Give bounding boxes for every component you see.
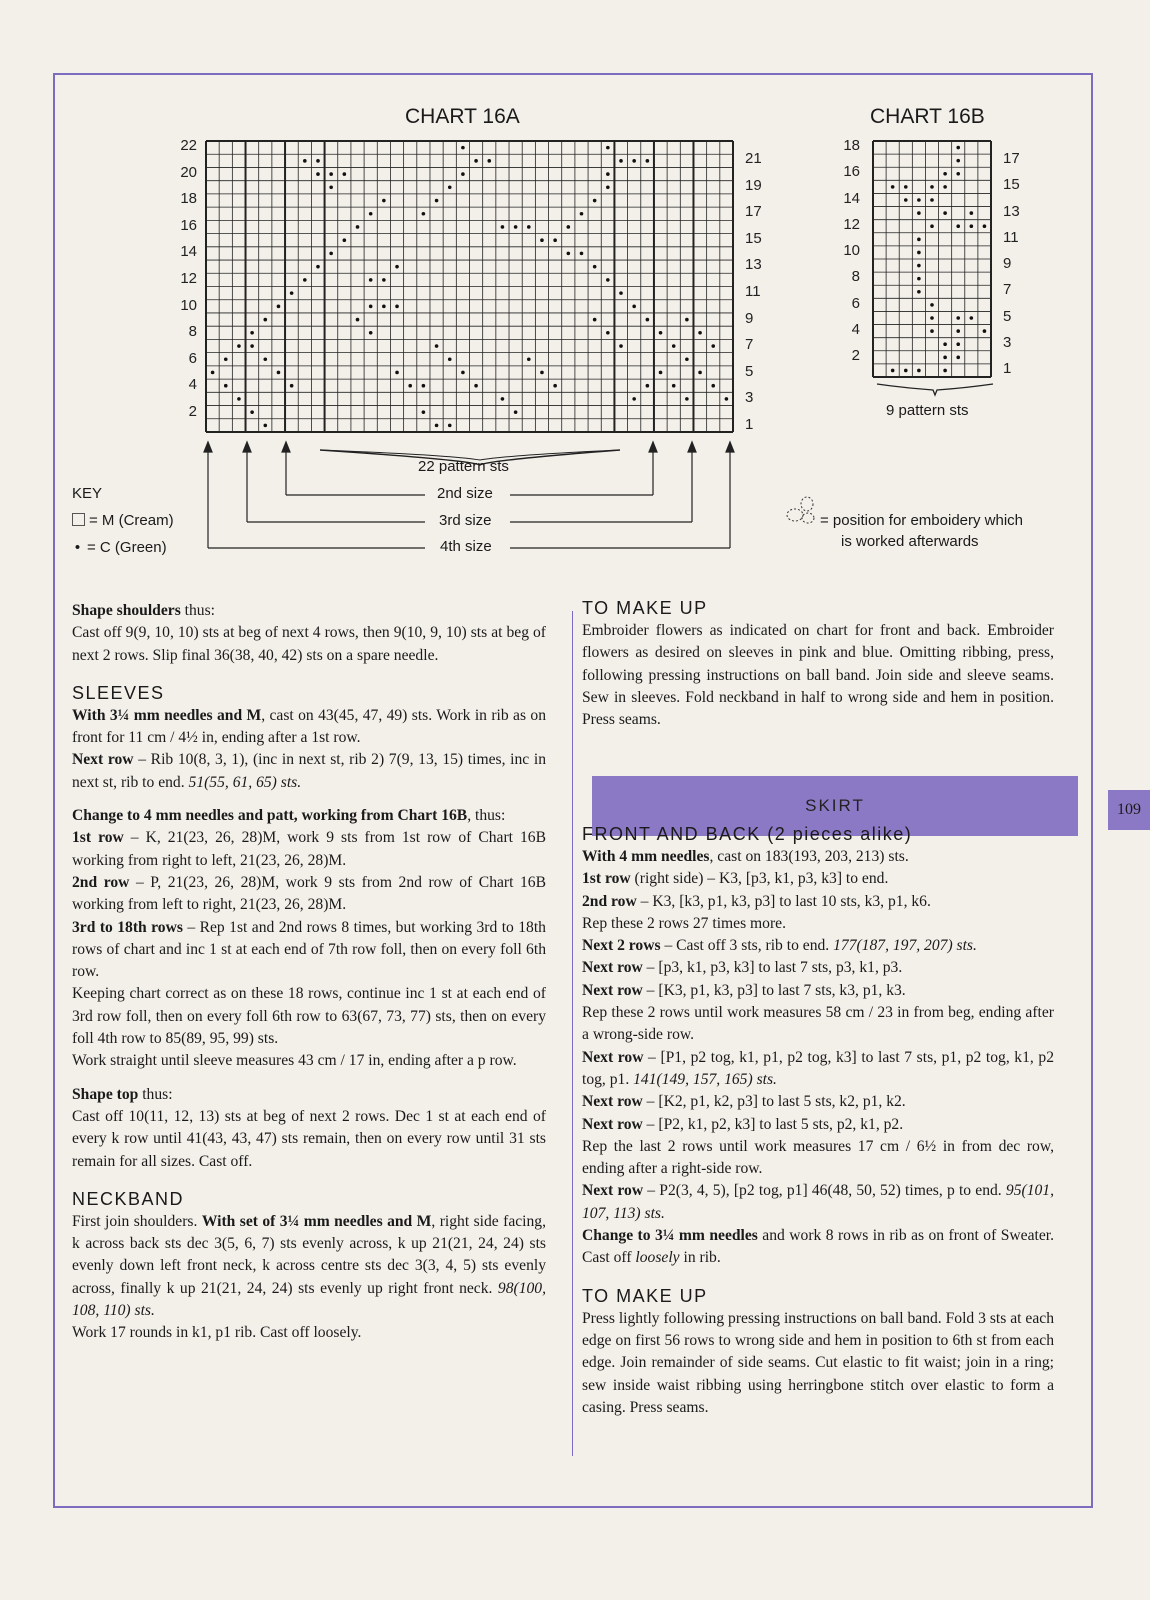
chart-16a-stitch-c (303, 278, 307, 282)
chart-16a-stitch-c (659, 331, 663, 335)
chart-16b-stitch-c (956, 329, 960, 333)
chart-16a-stitch-c (619, 159, 623, 163)
chart-16b-stitch-c (970, 316, 974, 320)
chart-16b-row-label-9: 9 (1003, 255, 1012, 273)
chart-16a-stitch-c (277, 371, 281, 375)
chart-16b-stitch-c (930, 185, 934, 189)
chart-16a-stitch-c (580, 252, 584, 256)
instruction-paragraph: 3rd to 18th rows – Rep 1st and 2nd rows 8 times, but working 3rd to 18th rows of chart and inc 1 st at each end of 7th row foll, then on every foll 6th row. (72, 918, 546, 981)
chart-16a-stitch-c (422, 410, 426, 414)
chart-16b-stitch-c (956, 316, 960, 320)
chart-16b-stitch-c (943, 369, 947, 373)
instruction-paragraph: Shape top thus: (72, 1085, 173, 1103)
chart-16a-stitch-c (580, 212, 584, 216)
chart-16a-stitch-c (224, 384, 228, 388)
chart-16b-right-row-numbers (1003, 146, 1033, 383)
instruction-paragraph: Next row – [K2, p1, k2, p3] to last 5 sts, k2, p1, k2. (582, 1093, 906, 1111)
chart-16a-stitch-c (356, 318, 360, 322)
chart-16a-row-label-10: 10 (180, 296, 197, 314)
chart-16b-row-label-10: 10 (843, 242, 860, 260)
instruction-paragraph: Rep these 2 rows until work measures 58 cm / 23 in from beg, ending after a wrong-side row. (582, 1004, 1054, 1044)
chart-16b-stitch-c (917, 251, 921, 255)
chart-16b-row-label-14: 14 (843, 189, 860, 207)
chart-16b-brace (875, 380, 995, 402)
paragraph-gap (72, 794, 546, 805)
chart-16a-row-label-12: 12 (180, 269, 197, 287)
chart-16a-stitch-c (435, 424, 439, 428)
size-label-2nd: 2nd size (437, 485, 493, 502)
chart-16a-stitch-c (632, 159, 636, 163)
chart-16a-stitch-c (263, 357, 267, 361)
chart-16a-stitch-c (382, 305, 386, 309)
left-column (72, 600, 546, 1345)
chart-16b-stitch-c (956, 342, 960, 346)
chart-16a-row-label-16: 16 (180, 216, 197, 234)
chart-16a-stitch-c (316, 265, 320, 269)
chart-16a-row-label-8: 8 (188, 323, 197, 341)
chart-16a-stitch-c (567, 225, 571, 229)
chart-16a-row-label-9: 9 (745, 309, 754, 327)
embroidery-note-line1: = position for emboidery which (820, 512, 1024, 529)
chart-16a-stitch-c (698, 331, 702, 335)
chart-16a-stitch-c (593, 265, 597, 269)
chart-16a-row-label-3: 3 (745, 389, 754, 407)
instruction-paragraph: Press lightly following pressing instructions on ball band. Fold 3 sts at each edge on first 56 rows to wrong side and hem in position to 6th st from each edge. Join remainder of side seams. Cut elastic to fit waist; join in a ring; sew inside waist ribbing using herringbone stitch over elastic to form a casing. Press seams. (582, 1309, 1054, 1416)
chart-16a-stitch-c (540, 371, 544, 375)
chart-16b-grid (872, 140, 994, 380)
chart-16b-stitch-c (956, 146, 960, 150)
chart-16a-stitch-c (501, 225, 505, 229)
chart-16a-stitch-c (606, 146, 610, 150)
chart-16b-row-label-8: 8 (851, 268, 860, 286)
instruction-paragraph: Work 17 rounds in k1, p1 rib. Cast off loosely. (72, 1324, 362, 1342)
section-heading: NECKBAND (72, 1188, 185, 1209)
chart-16a-stitch-c (395, 265, 399, 269)
chart-16a-stitch-c (343, 172, 347, 176)
chart-16b-stitch-c (917, 198, 921, 202)
chart-16b-stitch-c (891, 369, 895, 373)
chart-16b-stitch-c (983, 329, 987, 333)
chart-16a-stitch-c (263, 318, 267, 322)
chart-16b-stitch-c (956, 172, 960, 176)
chart-16b-stitch-c (983, 224, 987, 228)
instruction-paragraph: Keeping chart correct as on these 18 rows, continue inc 1 st at each end of 3rd row foll, then on every foll 6th row to 63(67, 73, 77) sts, then on every foll 4th row to 85(89, 95, 99) sts. (72, 985, 546, 1048)
chart-16a-left-row-numbers (175, 133, 197, 426)
chart-16a-row-label-7: 7 (745, 336, 754, 354)
section-heading: SLEEVES (72, 682, 165, 703)
chart-16b-stitch-c (917, 369, 921, 373)
chart-16a-stitch-c (422, 212, 426, 216)
skirt-banner: SKIRT (592, 776, 1078, 836)
chart-16b-stitch-c (970, 211, 974, 215)
chart-16b-row-label-6: 6 (851, 294, 860, 312)
chart-16b-stitch-c (970, 224, 974, 228)
size-label-4th: 4th size (440, 538, 492, 555)
chart-16a-stitch-c (343, 238, 347, 242)
chart-16b-row-label-5: 5 (1003, 307, 1012, 325)
chart-16b-stitch-c (930, 316, 934, 320)
chart-16a-stitch-c (316, 172, 320, 176)
chart-16a-stitch-c (382, 278, 386, 282)
chart-16b-stitch-c (956, 224, 960, 228)
chart-16b-stitch-c (930, 198, 934, 202)
chart-16a-stitch-c (646, 318, 650, 322)
chart-16a-stitch-c (369, 212, 373, 216)
key-c (72, 534, 174, 561)
chart-16a-stitch-c (540, 238, 544, 242)
chart-16a-stitch-c (448, 424, 452, 428)
chart-16b-stitch-c (956, 159, 960, 163)
chart-16b-stitch-c (917, 211, 921, 215)
chart-16b-row-label-4: 4 (851, 321, 860, 339)
key-title: KEY (72, 485, 103, 502)
instruction-paragraph: Cast off 10(11, 12, 13) sts at beg of next 2 rows. Dec 1 st at each end of every k row until 41(43, 43, 47) sts remain, then on every row until 31 sts remain for all sizes. Cast off. (72, 1107, 546, 1170)
chart-16a-stitch-c (461, 172, 465, 176)
chart-16a-stitch-c (632, 397, 636, 401)
chart-16a-row-label-22: 22 (180, 137, 197, 154)
embroidery-flower-icon (775, 495, 820, 530)
chart-16a-stitch-c (408, 384, 412, 388)
chart-16b-stitch-c (943, 356, 947, 360)
chart-16b-row-label-3: 3 (1003, 334, 1012, 352)
chart-16a-row-label-5: 5 (745, 362, 754, 380)
chart-16a-stitch-c (369, 305, 373, 309)
instruction-paragraph: Next row – P2(3, 4, 5), [p2 tog, p1] 46(48, 50, 52) times, p to end. 95(101, 107, 113) sts. (582, 1182, 1054, 1222)
chart-16a-row-label-13: 13 (745, 256, 762, 274)
chart-16a-stitch-c (474, 159, 478, 163)
chart-16b-stitch-c (904, 185, 908, 189)
instruction-paragraph: 2nd row – K3, [k3, p1, k3, p3] to last 10 sts, k3, p1, k6. (582, 892, 931, 910)
chart-16a-row-label-14: 14 (180, 243, 197, 261)
key-c-label: = C (Green) (87, 539, 167, 556)
chart-16b-stitch-c (943, 342, 947, 346)
chart-16a-stitch-c (659, 371, 663, 375)
chart-16a-stitch-c (527, 357, 531, 361)
instruction-paragraph: Rep these 2 rows 27 times more. (582, 914, 786, 932)
key-m (72, 507, 174, 534)
chart-16b-row-label-16: 16 (843, 163, 860, 181)
chart-16b-stitch-c (917, 277, 921, 281)
chart-16a-stitch-c (250, 331, 254, 335)
chart-16a-stitch-c (395, 371, 399, 375)
section-heading: TO MAKE UP (582, 1285, 708, 1306)
instruction-paragraph: Next row – Rib 10(8, 3, 1), (inc in next st, rib 2) 7(9, 13, 15) times, inc in next st, rib to end. 51(55, 61, 65) sts. (72, 751, 546, 791)
chart-16a-row-label-17: 17 (745, 203, 762, 221)
chart-16b-row-label-12: 12 (843, 215, 860, 233)
chart-16b-stitch-c (891, 185, 895, 189)
chart-16a-row-label-20: 20 (180, 163, 197, 181)
chart-16a-row-label-4: 4 (188, 376, 197, 394)
instruction-paragraph: Next row – [K3, p1, k3, p3] to last 7 sts, k3, p1, k3. (582, 981, 906, 999)
chart-16a-stitch-c (356, 225, 360, 229)
chart-16a-stitch-c (237, 344, 241, 348)
chart-16a-stitch-c (487, 159, 491, 163)
embroidery-note-line2: is worked afterwards (841, 533, 979, 550)
chart-16b-pattern-label: 9 pattern sts (886, 402, 969, 419)
chart-16a-row-label-1: 1 (745, 415, 754, 433)
chart-16a-row-label-2: 2 (188, 402, 197, 420)
chart-16a-grid (205, 140, 735, 435)
instruction-paragraph: 2nd row – P, 21(23, 26, 28)M, work 9 sts from 2nd row of Chart 16B working from left to right, 21(23, 26, 28)M. (72, 873, 546, 914)
chart-16b-stitch-c (943, 172, 947, 176)
chart-16a-stitch-c (435, 199, 439, 203)
instruction-paragraph: Embroider flowers as indicated on chart for front and back. Embroider flowers as desired on sleeves in pink and blue. Omitting ribbing, press, following pressing instructions on ball band. Join side and sleeve seams. Sew in sleeves. Fold neckband in half to wrong side and hem in position. Press seams. (582, 622, 1054, 729)
chart-16a-stitch-c (422, 384, 426, 388)
chart-16a-row-label-18: 18 (180, 190, 197, 208)
chart-16a-stitch-c (606, 278, 610, 282)
chart-16a-row-label-21: 21 (745, 150, 762, 167)
column-divider (572, 611, 573, 1456)
chart-16b-row-label-13: 13 (1003, 202, 1020, 220)
chart-16a-row-label-15: 15 (745, 229, 762, 247)
chart-16b-stitch-c (943, 185, 947, 189)
chart-16a-row-label-19: 19 (745, 176, 762, 194)
key-m-label: = M (Cream) (89, 512, 174, 529)
instruction-paragraph: First join shoulders. With set of 3¼ mm needles and M, right side facing, k across back sts dec 3(5, 6, 7) sts evenly across, k up 21(21, 24, 24) sts evenly down left front neck, k across centre sts dec 3(3, 4, 5) sts evenly across, finally k up 21(21, 24, 24) sts evenly up right front neck. 98(100, 108, 110) sts. (72, 1212, 546, 1320)
chart-16b-stitch-c (904, 198, 908, 202)
chart-16a-stitch-c (632, 305, 636, 309)
section-heading: FRONT AND BACK (2 pieces alike) (582, 824, 913, 844)
chart-16a-stitch-c (224, 357, 228, 361)
chart-16a-stitch-c (514, 225, 518, 229)
chart-16a-stitch-c (263, 424, 267, 428)
chart-16a-stitch-c (593, 318, 597, 322)
chart-16a-stitch-c (646, 159, 650, 163)
chart-16a-stitch-c (685, 357, 689, 361)
chart-16b-stitch-c (930, 303, 934, 307)
chart-16a-pattern-label: 22 pattern sts (418, 458, 509, 475)
instruction-paragraph: Change to 3¼ mm needles and work 8 rows in rib as on front of Sweater. Cast off loosely in rib. (582, 1227, 1054, 1267)
chart-16a-stitch-c (435, 344, 439, 348)
chart-16b-stitch-c (930, 224, 934, 228)
chart-16a-stitch-c (501, 397, 505, 401)
chart-16a-stitch-c (250, 410, 254, 414)
size-label-3rd: 3rd size (439, 512, 492, 529)
chart-16a-stitch-c (527, 225, 531, 229)
chart-16b-row-label-2: 2 (851, 347, 860, 365)
instruction-paragraph: Cast off 9(9, 10, 10) sts at beg of next 4 rows, then 9(10, 9, 10) sts at beg of next 2 rows. Slip final 36(38, 40, 42) sts on a spare needle. (72, 624, 546, 664)
instruction-paragraph: Rep the last 2 rows until work measures 17 cm / 6½ in from dec row, ending after a right-side row. (582, 1137, 1054, 1178)
chart-16b-stitch-c (917, 238, 921, 242)
chart-16a-stitch-c (395, 305, 399, 309)
instruction-paragraph: Next 2 rows – Cast off 3 sts, rib to end. 177(187, 197, 207) sts. (582, 937, 977, 955)
chart-16b-stitch-c (956, 356, 960, 360)
chart-16a-stitch-c (685, 397, 689, 401)
chart-16a-row-label-11: 11 (745, 282, 761, 300)
chart-16a-stitch-c (672, 384, 676, 388)
chart-16a-stitch-c (211, 371, 215, 375)
embroidery-note (820, 510, 1023, 552)
chart-16a-stitch-c (448, 185, 452, 189)
chart-16a-stitch-c (711, 344, 715, 348)
instruction-paragraph: Next row – [p3, k1, p3, k3] to last 7 sts, p3, k1, p3. (582, 959, 903, 977)
chart-16a-stitch-c (303, 159, 307, 163)
chart-16a-stitch-c (369, 278, 373, 282)
chart-16b-stitch-c (917, 290, 921, 294)
chart-16a-stitch-c (461, 371, 465, 375)
chart-16a-stitch-c (725, 397, 729, 401)
right-column-bottom (582, 822, 1054, 1419)
instruction-paragraph: 1st row (right side) – K3, [p3, k1, p3, k3] to end. (582, 870, 889, 888)
chart-16a-stitch-c (711, 384, 715, 388)
chart-16a-stitch-c (567, 252, 571, 256)
chart-16a-row-label-6: 6 (188, 349, 197, 367)
chart-16a-stitch-c (461, 146, 465, 150)
chart-16a-stitch-c (329, 185, 333, 189)
chart-16a-stitch-c (329, 252, 333, 256)
chart-16b-row-label-18: 18 (843, 137, 860, 154)
chart-16a-stitch-c (698, 371, 702, 375)
key-c-dot: • (74, 539, 81, 556)
chart-16a-stitch-c (646, 384, 650, 388)
chart-16a-stitch-c (277, 305, 281, 309)
instruction-paragraph: Change to 4 mm needles and patt, working from Chart 16B, thus: (72, 807, 506, 825)
chart-16a-stitch-c (553, 384, 557, 388)
chart-16a-stitch-c (672, 344, 676, 348)
chart-16a-stitch-c (382, 199, 386, 203)
page-number-tab: 109 (1108, 790, 1150, 830)
chart-16a-stitch-c (290, 384, 294, 388)
chart-16b-row-label-17: 17 (1003, 150, 1020, 167)
instruction-paragraph: Work straight until sleeve measures 43 cm / 17 in, ending after a p row. (72, 1052, 517, 1070)
chart-16b-stitch-c (943, 211, 947, 215)
chart-16b-stitch-c (930, 329, 934, 333)
chart-16a-stitch-c (593, 199, 597, 203)
key-block (72, 480, 174, 561)
chart-16b-row-label-7: 7 (1003, 281, 1012, 299)
chart-16a-stitch-c (474, 384, 478, 388)
chart-16a-stitch-c (553, 238, 557, 242)
chart-16a-stitch-c (619, 291, 623, 295)
chart-16b-title: CHART 16B (870, 105, 985, 128)
instruction-paragraph: With 4 mm needles, cast on 183(193, 203, 213) sts. (582, 848, 909, 865)
chart-16b-stitch-c (904, 369, 908, 373)
chart-16a-stitch-c (685, 318, 689, 322)
chart-16b-row-label-1: 1 (1003, 360, 1012, 378)
chart-16a-stitch-c (514, 410, 518, 414)
instruction-paragraph: Next row – [P1, p2 tog, k1, p1, p2 tog, k3] to last 7 sts, p1, p2 tog, k1, p2 tog, p1. 141(149, 157, 165) sts. (582, 1048, 1054, 1088)
chart-16a-stitch-c (316, 159, 320, 163)
chart-16a-stitch-c (606, 172, 610, 176)
chart-16a-stitch-c (606, 331, 610, 335)
right-column-top (582, 596, 1054, 731)
section-heading: TO MAKE UP (582, 598, 708, 618)
chart-16a-stitch-c (619, 344, 623, 348)
instruction-paragraph: With 3¼ mm needles and M, cast on 43(45, 47, 49) sts. Work in rib as on front for 11 cm / 4½ in, ending after a 1st row. (72, 706, 546, 747)
instruction-paragraph: Shape shoulders thus: (72, 602, 215, 619)
chart-16b-row-label-11: 11 (1003, 228, 1019, 246)
chart-16a-title: CHART 16A (405, 105, 520, 128)
chart-16a-stitch-c (606, 185, 610, 189)
chart-16b-left-row-numbers (838, 133, 860, 370)
chart-16a-stitch-c (369, 331, 373, 335)
chart-16a-stitch-c (329, 172, 333, 176)
chart-16a-right-row-numbers (745, 146, 775, 439)
instruction-paragraph: 1st row – K, 21(23, 26, 28)M, work 9 sts from 1st row of Chart 16B working from right to left, 21(23, 26, 28)M. (72, 829, 547, 869)
paragraph-gap (72, 1073, 546, 1084)
instruction-paragraph: Next row – [P2, k1, p2, k3] to last 5 sts, p2, k1, p2. (582, 1115, 904, 1133)
key-m-swatch (72, 513, 85, 526)
chart-16a-stitch-c (237, 397, 241, 401)
chart-16b-row-label-15: 15 (1003, 176, 1020, 194)
chart-16a-stitch-c (290, 291, 294, 295)
chart-16a-stitch-c (448, 357, 452, 361)
chart-16a-stitch-c (250, 344, 254, 348)
chart-16b-stitch-c (917, 264, 921, 268)
